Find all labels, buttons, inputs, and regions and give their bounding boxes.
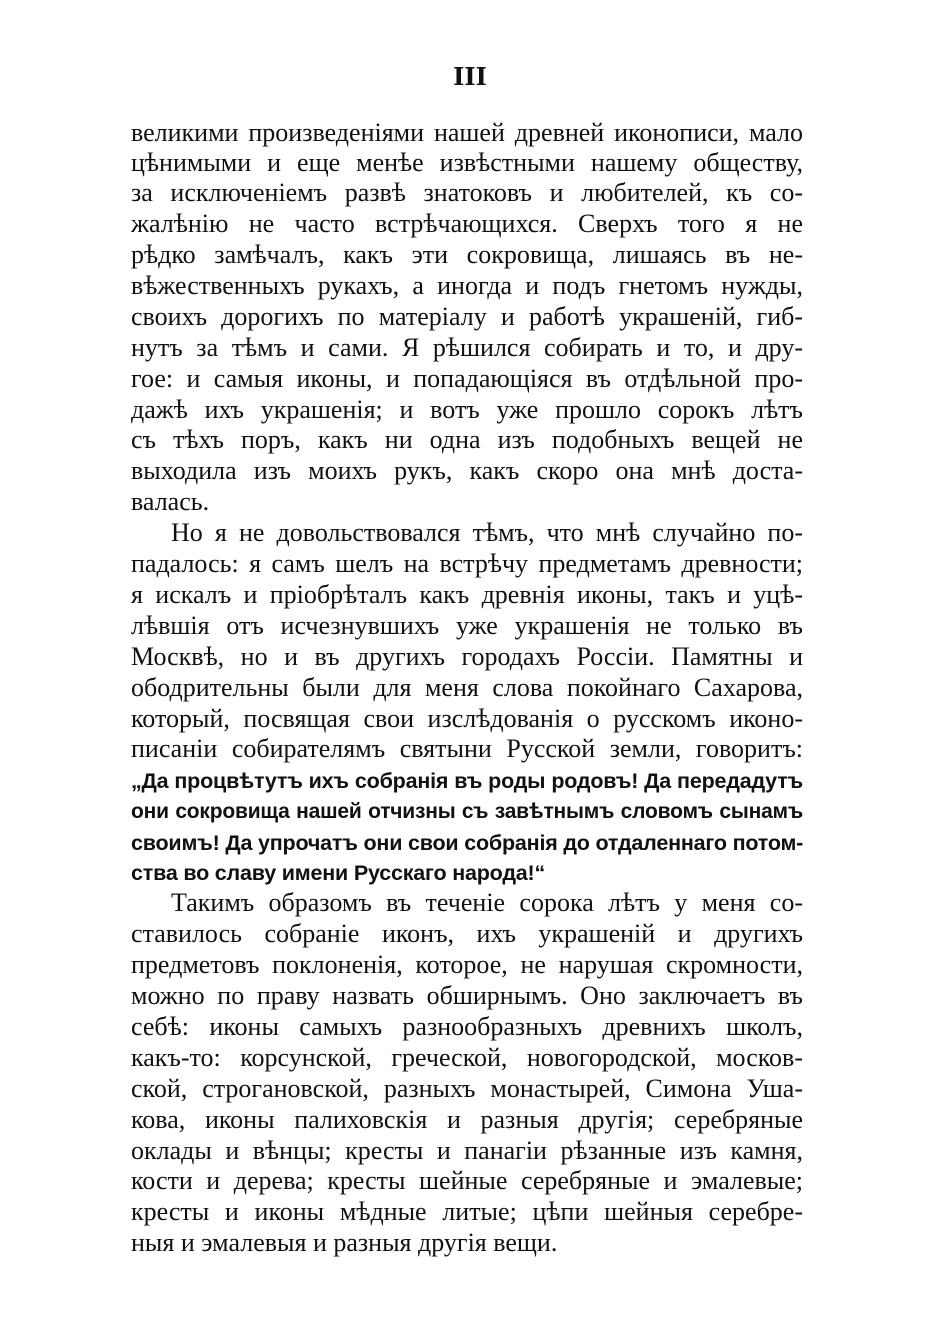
paragraph-3-line: ныя и эмалевыя и разныя другія вещи. xyxy=(131,1228,558,1257)
paragraph-2-line: лѣвшія отъ исчезнувшихъ уже украшенія не только въ xyxy=(131,611,803,640)
paragraph-2-line: Москвѣ, но и въ другихъ городахъ Россіи. Памятны и xyxy=(131,642,803,671)
paragraph-2-line: я искалъ и пріобрѣталъ какъ древнія иконы, такъ и уцѣ- xyxy=(131,580,803,609)
paragraph-2-line: который, посвящая свои изслѣдованія о русскомъ иконо- xyxy=(131,704,803,733)
paragraph-3-line: кости и дерева; кресты шейные серебряные и эмалевые; xyxy=(131,1166,803,1195)
paragraph-3-line: предметовъ поклоненія, которое, не нарушая скромности, xyxy=(131,950,803,979)
paragraph-3-line: себѣ: иконы самыхъ разнообразныхъ древнихъ школъ, xyxy=(131,1012,803,1041)
paragraph-3-line: кресты и иконы мѣдные литые; цѣпи шейныя серебре- xyxy=(131,1197,803,1226)
page-number: III xyxy=(453,62,487,91)
paragraph-1-line: жалѣнію не часто встрѣчающихся. Сверхъ того я не xyxy=(131,209,803,238)
paragraph-3-line: какъ-то: корсунской, греческой, новогородской, москов- xyxy=(131,1043,803,1072)
paragraph-3-line: Такимъ образомъ въ теченіе сорока лѣтъ у меня со- xyxy=(171,888,803,917)
paragraph-1-line: своихъ дорогихъ по матеріалу и работѣ украшеній, гиб- xyxy=(131,302,803,331)
quote-line: ства во славу имени Русскаго народа!“ xyxy=(131,861,546,885)
paragraph-1-line: валась. xyxy=(131,487,210,516)
paragraph-1-line: съ тѣхъ поръ, какъ ни одна изъ подобныхъ вещей не xyxy=(131,425,803,454)
paragraph-1-line: вѣжественныхъ рукахъ, а иногда и подъ гнетомъ нужды, xyxy=(131,271,803,300)
paragraph-3-line: ской, строгановской, разныхъ монастырей, Симона Ушa- xyxy=(131,1074,803,1103)
paragraph-2-line: писаніи собирателямъ святыни Русской земли, говоритъ: xyxy=(131,734,803,763)
paragraph-2-line: Но я не довольствовался тѣмъ, что мнѣ случайно по- xyxy=(171,518,803,547)
paragraph-1-line: дажѣ ихъ украшенія; и вотъ уже прошло сорокъ лѣтъ xyxy=(131,395,803,424)
paragraph-2-line: ободрительны были для меня слова покойнаго Сахарова, xyxy=(131,673,803,702)
paragraph-3-line: кова, иконы палиховскія и разныя другія; серебряные xyxy=(131,1105,803,1134)
quote-line: своимъ! Да упрочатъ они свои собранія до отдаленнаго потом- xyxy=(131,831,803,855)
paragraph-1-line: выходила изъ моихъ рукъ, какъ скоро она мнѣ доста- xyxy=(131,456,803,485)
paragraph-1-line: гое: и самыя иконы, и попадающіяся въ отдѣльной про- xyxy=(131,364,803,393)
paragraph-3-line: можно по праву назвать обширнымъ. Оно заключаетъ въ xyxy=(131,981,803,1010)
paragraph-1-line: рѣдко замѣчалъ, какъ эти сокровища, лишаясь въ не- xyxy=(131,240,803,269)
paragraph-3-line: ставилось собраніе иконъ, ихъ украшеній и другихъ xyxy=(131,919,803,948)
quote-line: они сокровища нашей отчизны съ завѣтнымъ словомъ сынамъ xyxy=(131,800,803,823)
paragraph-1-line: великими произведеніями нашей древней иконописи, мало xyxy=(131,118,803,147)
paragraph-1-line: цѣнимыми и еще менѣе извѣстными нашему обществу, xyxy=(131,148,803,177)
paragraph-3-line: оклады и вѣнцы; кресты и панагіи рѣзанные изъ камня, xyxy=(131,1136,803,1165)
paragraph-1-line: нутъ за тѣмъ и сами. Я рѣшился собирать и то, и дру- xyxy=(131,333,803,362)
paragraph-2-line: падалось: я самъ шелъ на встрѣчу предметамъ древности; xyxy=(131,549,803,578)
paragraph-1-line: за исключеніемъ развѣ знатоковъ и любителей, къ со- xyxy=(131,178,803,207)
quote-line: „Да процвѣтутъ ихъ собранія въ роды родовъ! Да передадутъ xyxy=(131,769,803,793)
